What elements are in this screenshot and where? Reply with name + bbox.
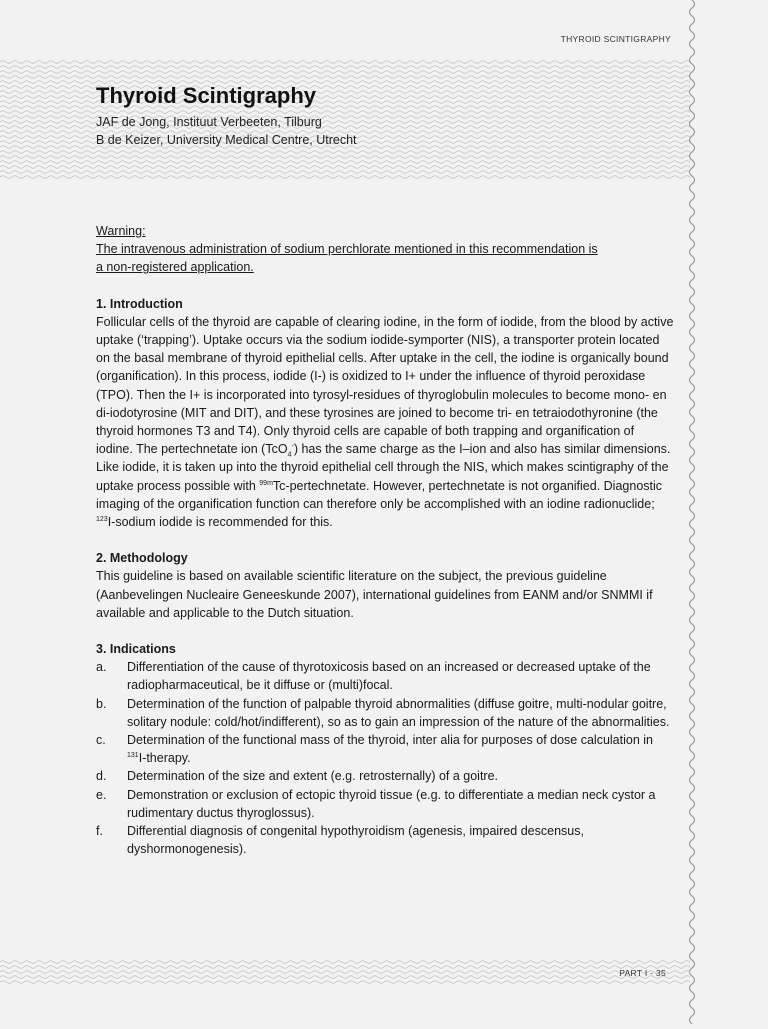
main-content xyxy=(96,222,674,859)
page-title: Thyroid Scintigraphy xyxy=(96,83,317,108)
author-list xyxy=(96,113,357,149)
footer-wave-pattern xyxy=(0,960,690,984)
list-item: f. Differential diagnosis of congenital hypothyroidism (agenesis, impaired descensus, dyshormonogenesis). xyxy=(96,824,584,857)
section-heading-introduction: 1. Introduction xyxy=(96,296,183,311)
warning-text: a non-registered application. xyxy=(96,260,254,275)
list-item: e. Demonstration or exclusion of ectopic thyroid tissue (e.g. to differentiate a median neck cystor a rudimentary ductus thyroglossus). xyxy=(96,787,656,820)
page-edge-wave xyxy=(684,0,700,1024)
introduction-paragraph: Follicular cells of the thyroid are capable of clearing iodine, in the form of iodide, from the blood by active uptake (‘trapping’). Uptake occurs via the sodium iodide-symporter (NIS), a transporter protein located on the basal membrane of thyroid epithelial cells. After uptake in the cell, the iodine is organically bound (organification). In this process, iodide (I-) is oxidized to I+ under the influence of thyroid peroxidase (TPO). Then the I+ is incorporated into tyrosyl-residues of thyroglobulin molecules to become mono- en di-iodotyrosine (MIT and DIT), and these tyrosines are joined to become tri- en tetraiodothyronine (the thyroid hormones T3 and T4). Only thyroid cells are capable of both trapping and organification of iodine. The pertechnetate ion (TcO$_4$-) has the same charge as the I–ion and also has similar dimensions. Like iodide, it is taken up into the thyroid epithelial cell through the NIS, which makes scintigraphy of the uptake process possible with $^{99m}$Tc-pertechnetate. However, pertechnetate is not organified. Diagnostic imaging of the organification function can therefore only be accomplished with an iodine radionuclide; $^{123}$I-sodium iodide is recommended for this. xyxy=(96,314,674,530)
section-heading-methodology: 2. Methodology xyxy=(96,551,188,566)
list-item: c. Determination of the functional mass of the thyroid, inter alia for purposes of dose calculation in $^{131}$I-therapy. xyxy=(96,733,653,766)
page-number: PART I - 35 xyxy=(619,968,666,978)
author-line: B de Keizer, University Medical Centre, Utrecht xyxy=(96,133,357,147)
warning-text: The intravenous administration of sodium perchlorate mentioned in this recommendation is xyxy=(96,242,598,257)
list-item: b. Determination of the function of palpable thyroid abnormalities (diffuse goitre, multi-nodular goitre, solitary nodule: cold/hot/indifferent), so as to gain an impression of the nature of the abnormalities. xyxy=(96,696,670,729)
indications-list xyxy=(96,658,674,858)
methodology-paragraph: This guideline is based on available scientific literature on the subject, the previous guideline (Aanbevelingen Nucleaire Geneeskunde 2007), international guidelines from EANM and/or SNMMI if available and applicable to the Dutch situation. xyxy=(96,569,653,620)
list-item: a. Differentiation of the cause of thyrotoxicosis based on an increased or decreased uptake of the radiopharmaceutical, be it diffuse or (multi)focal. xyxy=(96,660,651,693)
warning-label: Warning: xyxy=(96,224,146,238)
list-item: d. Determination of the size and extent (e.g. retrosternally) of a goitre. xyxy=(96,769,499,784)
running-head: THYROID SCINTIGRAPHY xyxy=(560,34,671,44)
author-line: JAF de Jong, Instituut Verbeeten, Tilburg xyxy=(96,115,322,129)
section-heading-indications: 3. Indications xyxy=(96,642,176,657)
